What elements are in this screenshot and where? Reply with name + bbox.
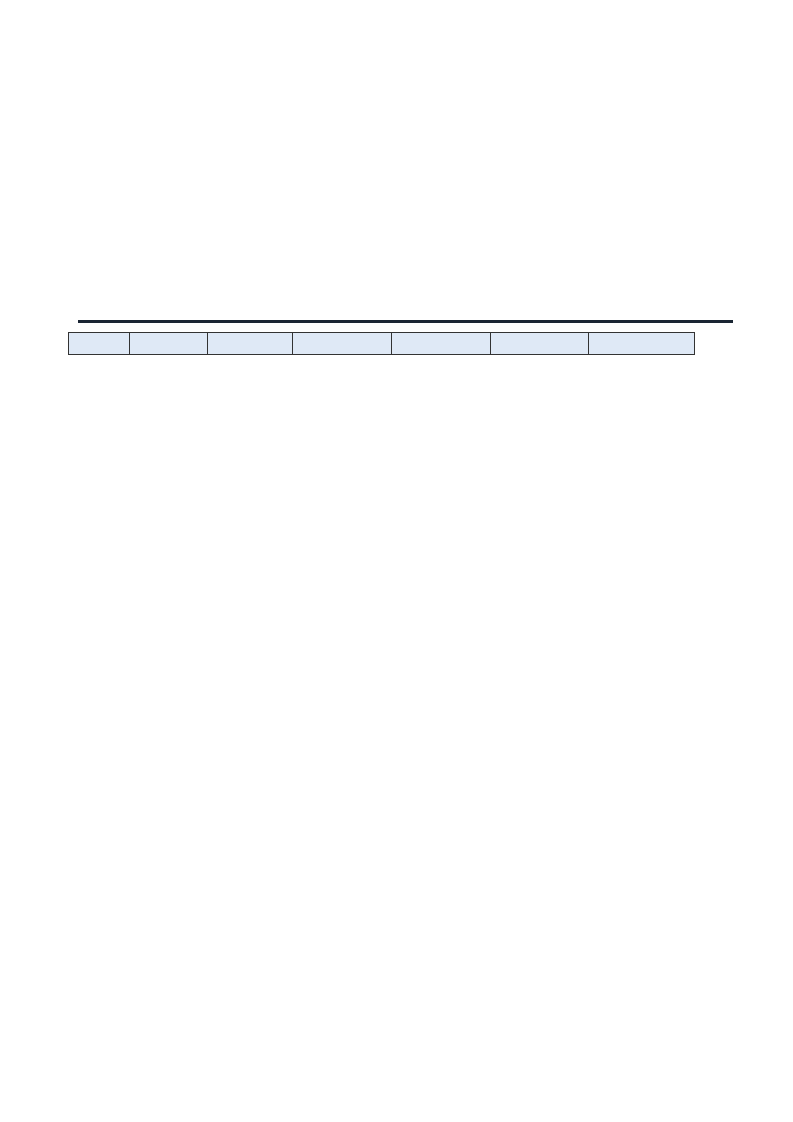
header-form [293,333,392,355]
header-basis [208,333,293,355]
header-name [130,333,208,355]
materials-table [68,332,695,355]
table-header-row [69,333,695,355]
header-index [69,333,130,355]
header-other [589,333,695,355]
header-download [491,333,589,355]
header-requirement [392,333,491,355]
section-divider [78,320,733,323]
